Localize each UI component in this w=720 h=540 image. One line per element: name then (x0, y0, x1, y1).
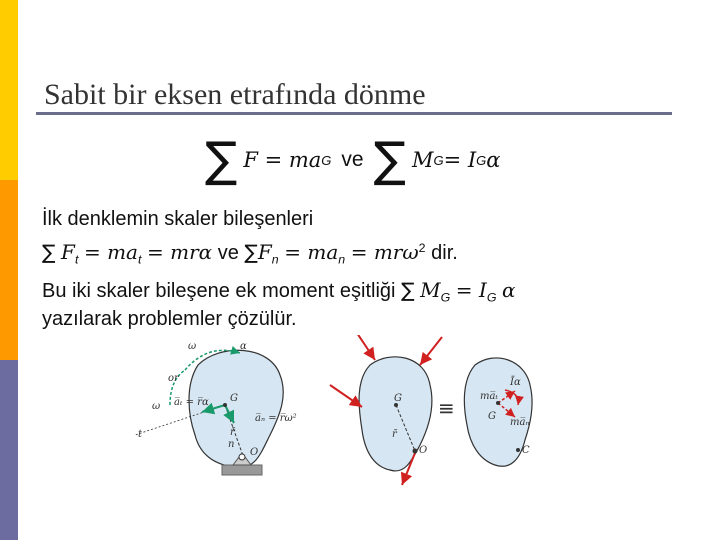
text-line-1: İlk denklemin skaler bileşenleri (42, 208, 314, 230)
line2-connector: ve (217, 242, 239, 264)
label-O-2: O (419, 445, 428, 456)
main-equation (205, 132, 500, 188)
label-omega-2: ω (152, 401, 161, 412)
line3-text: Bu iki skaler bileşene ek moment eşitliği (42, 280, 396, 302)
accent-bar-orange (0, 180, 18, 360)
eq-inertia-sub: G (476, 152, 487, 168)
label-r-2: r̄ (392, 429, 397, 440)
body-3 (464, 358, 532, 466)
sum-symbol: ∑ (205, 132, 238, 188)
body-2 (330, 335, 442, 485)
slide-title: Sabit bir eksen etrafında dönme (44, 78, 426, 111)
line3-alpha: α (502, 278, 516, 302)
body-1 (135, 341, 297, 475)
ft-eq1-sub: t (137, 252, 142, 267)
accent-bar-yellow (0, 0, 18, 180)
line3-I-sub: G (486, 290, 497, 305)
eq-connector: ve (341, 148, 364, 171)
label-m-at: ma̅ₜ (480, 391, 498, 402)
ft-symbol: F (61, 240, 75, 264)
label-r-1: r̄ (230, 427, 235, 438)
eq-moment-sub: G (433, 152, 444, 168)
equiv-symbol: ≡ (438, 396, 455, 420)
fn-eq2-sup: 2 (418, 241, 426, 256)
ft-eq2: = mrα (146, 240, 213, 264)
label-t: t (138, 429, 143, 440)
fn-sub: n (271, 252, 279, 267)
label-C: C (522, 445, 530, 456)
label-I-alpha: Īα (510, 377, 521, 388)
fn-eq1: = ma (284, 240, 339, 264)
label-G-3: G (488, 411, 496, 422)
label-m-an: ma̅ₙ (510, 417, 530, 428)
label-omega: ω (188, 341, 197, 352)
accent-bar-purple (0, 360, 18, 540)
fn-eq1-sub: n (338, 252, 346, 267)
rigid-body-figure (130, 335, 550, 495)
fn-eq2: = mrω (350, 240, 419, 264)
label-G-2: G (394, 393, 402, 404)
label-at: a̅ₜ = r̅α (174, 397, 209, 408)
text-line-3: Bu iki skaler bileşene ek moment eşitliği ∑ $M_G = I_G$ α (42, 278, 516, 305)
text-line-2: ∑ $F_t = ma_t = mr\alpha$ ve $\sum F_n = ma_n = mr\omega^2$ dir. (42, 240, 458, 267)
label-n: n (228, 439, 235, 450)
line2-suffix: dir. (431, 242, 458, 264)
label-or: or (168, 373, 179, 384)
line3-M: M (420, 278, 441, 302)
line3-M-sub: G (440, 290, 451, 305)
fn-symbol: F (257, 240, 272, 264)
label-O-1: O (250, 447, 259, 458)
ft-sub: t (74, 252, 79, 267)
eq-force-sub: G (321, 152, 332, 168)
text-line-4: yazılarak problemler çözülür. (42, 308, 297, 330)
sum-symbol-2: ∑ (373, 132, 406, 188)
eq-moment-rhs: = I (443, 148, 477, 172)
label-alpha: α (240, 341, 247, 352)
title-underline (36, 112, 672, 115)
line3-eq: = I (455, 278, 487, 302)
eq-moment-M: M (411, 148, 434, 172)
eq-alpha: α (486, 148, 501, 172)
label-G-1: G (230, 393, 238, 404)
ft-eq1: = ma (83, 240, 138, 264)
label-an: a̅ₙ = r̅ω² (255, 413, 297, 424)
eq-force-lhs: F = ma (243, 148, 322, 172)
